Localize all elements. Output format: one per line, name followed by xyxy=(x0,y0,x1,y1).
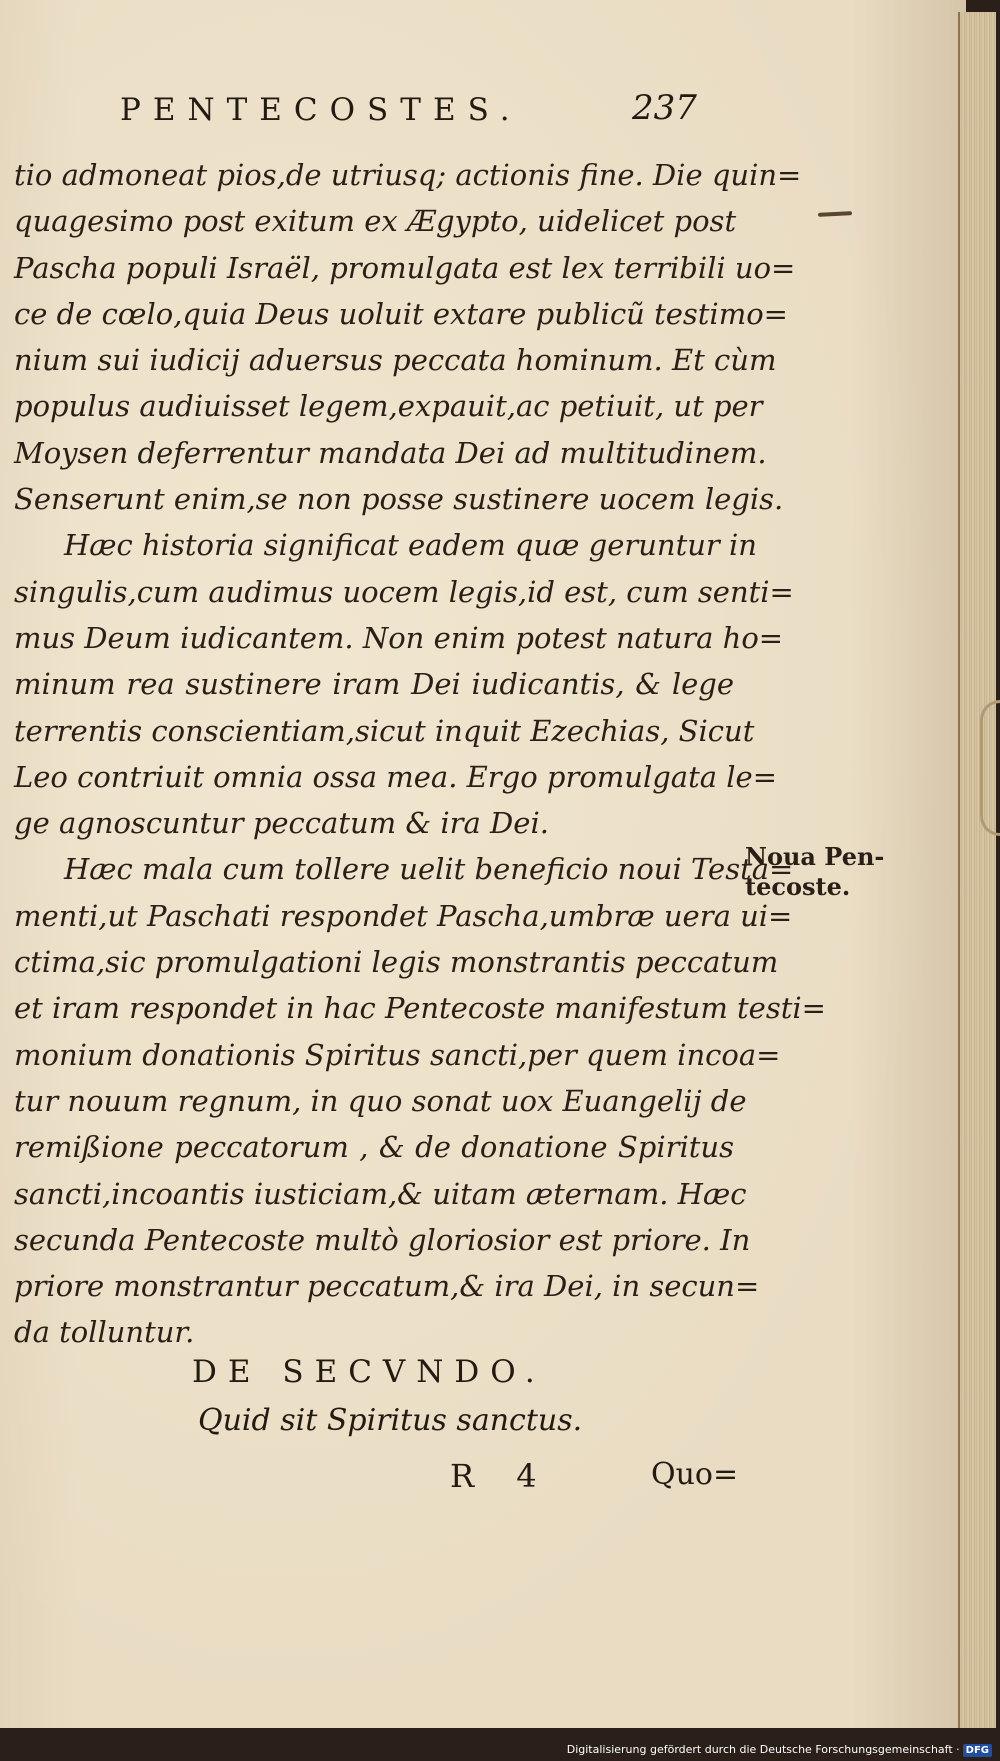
text-line: priore monstrantur peccatum,& ira Dei, in secun= xyxy=(14,1269,760,1304)
text-line: Hæc mala cum tollere uelit beneficio noui Testa= xyxy=(64,852,794,887)
text-line: menti,ut Paschati respondet Pascha,umbræ uera ui= xyxy=(14,898,793,933)
text-line: populus audiuisset legem,expauit,ac petiuit, ut per xyxy=(14,389,763,424)
text-line: singulis,cum audimus uocem legis,id est, cum senti= xyxy=(14,574,794,609)
text-line: terrentis conscientiam,sicut inquit Ezechias, Sicut xyxy=(14,713,755,748)
dfg-logo: DFG xyxy=(963,1744,992,1757)
text-line: Leo contriuit omnia ossa mea. Ergo promulgata le= xyxy=(14,759,777,794)
text-line: remißione peccatorum , & de donatione Spiritus xyxy=(14,1130,734,1165)
text-line: sancti,incoantis iusticiam,& uitam æternam. Hæc xyxy=(14,1176,747,1211)
text-line: minum rea sustinere iram Dei iudicantis, & lege xyxy=(14,667,734,702)
text-line: quagesimo post exitum ex Ægypto, uidelicet post xyxy=(14,204,737,239)
text-line: et iram respondet in hac Pentecoste manifestum testi= xyxy=(14,991,826,1026)
page-header xyxy=(120,88,720,142)
text-line: Senserunt enim,se non posse sustinere uocem legis. xyxy=(14,482,784,517)
text-line: ce de cœlo,quia Deus uoluit extare publicũ testimo= xyxy=(14,296,788,331)
text-line: Moysen deferrentur mandata Dei ad multitudinem. xyxy=(14,435,767,470)
text-line: ge agnoscuntur peccatum & ira Dei. xyxy=(14,806,549,841)
text-line: secunda Pentecoste multò gloriosior est priore. In xyxy=(14,1222,751,1257)
marginal-note-line: Noua Pen- xyxy=(745,842,885,871)
section-heading: DE SECVNDO. xyxy=(192,1354,546,1390)
marginal-note-line: tecoste. xyxy=(745,872,851,901)
text-line: nium sui iudicij aduersus peccata hominum. Et cùm xyxy=(14,343,777,378)
marginal-note xyxy=(745,842,945,902)
text-line: Hæc historia significat eadem quæ geruntur in xyxy=(64,528,757,563)
text-line: tio admoneat pios,de utriusq; actionis fine. Die quin= xyxy=(14,158,802,192)
catchword: Quo= xyxy=(651,1457,739,1492)
text-line: Pascha populi Israël, promulgata est lex terribili uo= xyxy=(14,250,796,285)
footer-credit xyxy=(567,1743,992,1757)
page-number: 237 xyxy=(632,88,697,128)
footer-credit-text: Digitalisierung gefördert durch die Deutsche Forschungsgemeinschaft · xyxy=(566,1743,960,1756)
running-head: PENTECOSTES. xyxy=(120,92,522,128)
clasp-ring xyxy=(980,700,1000,836)
text-line: monium donationis Spiritus sancti,per quem incoa= xyxy=(14,1037,781,1072)
signature-mark: R 4 xyxy=(450,1457,553,1495)
text-line: mus Deum iudicantem. Non enim potest natura ho= xyxy=(14,620,784,655)
page-edge xyxy=(958,12,996,1728)
text-line: tur nouum regnum, in quo sonat uox Euangelij de xyxy=(14,1083,747,1118)
text-line: da tolluntur. xyxy=(14,1315,195,1350)
text-line: ctima,sic promulgationi legis monstrantis peccatum xyxy=(14,945,779,980)
section-subheading: Quid sit Spiritus sanctus. xyxy=(198,1403,583,1438)
